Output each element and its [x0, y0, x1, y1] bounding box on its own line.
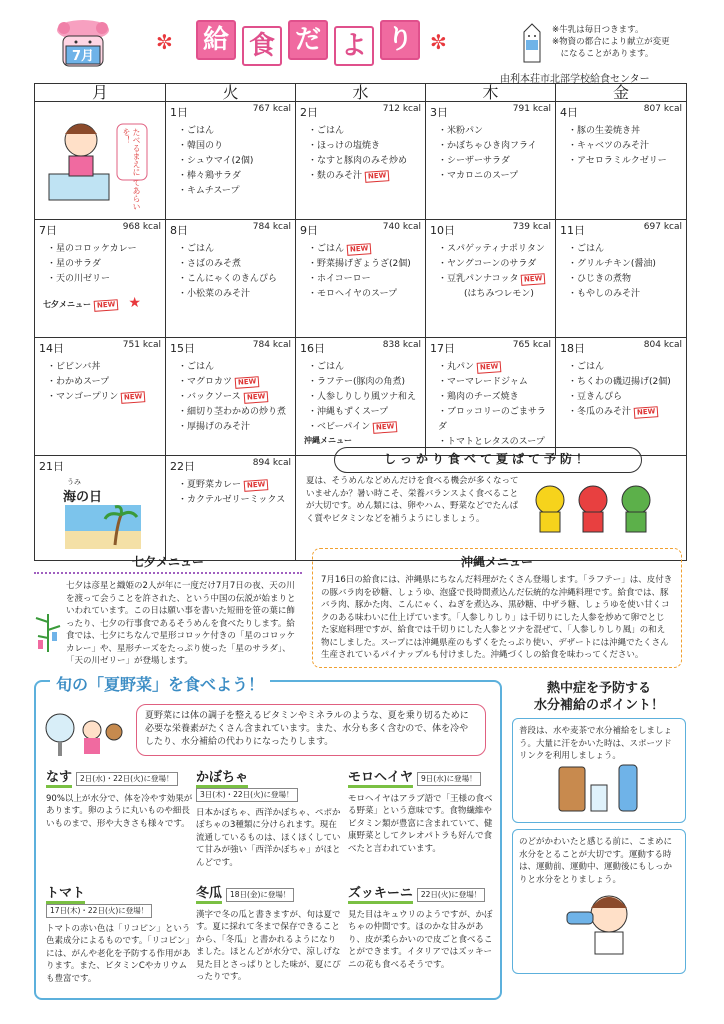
- umi-ruby: うみ: [67, 478, 81, 486]
- menu-item: ・ かぼちゃひき肉フライ: [438, 139, 551, 154]
- vegetable-card: [196, 888, 344, 984]
- tanabata-menu-tag: 七夕メニュー: [43, 300, 91, 309]
- okinawa-menu-tag: 沖縄メニュー: [304, 436, 352, 445]
- day-cell: [166, 102, 296, 220]
- day-date: 8日: [170, 224, 188, 237]
- fan-kids-illustration: [42, 708, 130, 758]
- flower-icon: ✼: [156, 30, 173, 54]
- vegetable-card: [46, 888, 194, 985]
- menu-item: 丸パン: [447, 362, 475, 372]
- summer-vegetables-intro: 夏野菜には体の調子を整えるビタミンやミネラルのような、夏を乗り切るために必要な栄養素がたくさん含まれています。また、水分も多く含むので、体を冷やしたり、水分補給の代わりになったりします。: [136, 704, 486, 756]
- menu-item: ・ ラフテー(豚肉の角煮): [308, 375, 421, 390]
- day-date: 21日: [39, 460, 64, 473]
- hydration-title: 熱中症を予防する: [546, 681, 651, 696]
- menu-item: マグロカツ: [187, 377, 233, 387]
- menu-item: ・ 沖縄もずくスープ: [308, 405, 421, 420]
- day-date: 11日: [560, 224, 585, 237]
- drinks-illustration: [519, 763, 669, 815]
- star-icon: ★: [128, 295, 141, 311]
- tanabata-section: [34, 553, 302, 671]
- menu-item: ・ シュウマイ(2個): [178, 154, 291, 169]
- day-kcal: 894 kcal: [252, 458, 291, 468]
- menu-item: ・ ごはん: [178, 124, 291, 139]
- menu-item: ・ 天の川ゼリー: [47, 272, 161, 287]
- day-cell: [166, 338, 296, 456]
- menu-item: ・ ごはん: [178, 360, 291, 375]
- menu-item: ・ 星のサラダ: [47, 257, 161, 272]
- okinawa-section: [312, 548, 682, 668]
- handwashing-illustration: [39, 104, 159, 208]
- natsubate-text: 夏は、そうめんなどめんだけを食べる機会が多くなっていませんか？暑い時こそ、栄養バランスよく食べることが大切です。めん類には、卵やハム、野菜などでたんぱく質やビタミンなどを補うようにしましょう。: [306, 476, 519, 524]
- vegetable-dates: 18日(金)に登場！: [226, 888, 294, 902]
- mascot-illustration: [48, 16, 118, 82]
- day-cell: [35, 220, 166, 338]
- day-date: 22日: [170, 460, 195, 473]
- title-char: よ: [334, 26, 374, 66]
- menu-item: 豆乳パンナコッタ: [447, 274, 519, 284]
- note-line: ※牛乳は毎日つきます。: [552, 25, 644, 35]
- title-char: 給: [196, 20, 236, 60]
- menu-item: ・ グリルチキン(醤油): [568, 257, 682, 272]
- hydration-text: のどがかわいたと感じる前に、こまめに水分をとることが大切です。運動する時は、運動前、運動中、運動後にもしっかりと水分をとりましょう。: [519, 837, 673, 885]
- day-kcal: 697 kcal: [643, 222, 682, 232]
- day-kcal: 767 kcal: [252, 104, 291, 114]
- day-kcal: 791 kcal: [512, 104, 551, 114]
- tanabata-text: 七夕は彦星と織姫の2人が年に一度だけ7月7日の夜、天の川を渡って会うことを許された、という中国の伝説が始まりといわれています。この日は願い事を書いた短冊を笹の葉に飾ったり、七夕の行事食であるそうめんを食べたりします。給食では、七夕にちなんで星形コロッケ付きの「星のコロッケカレー」や、星形チーズをたっぷり使った「星のサラダ」、「天の川ゼリー」が登場します。: [66, 581, 296, 666]
- new-badge: NEW: [634, 406, 659, 419]
- vegetable-card: [196, 772, 344, 869]
- day-cell: [556, 338, 687, 456]
- new-badge: NEW: [121, 391, 146, 404]
- menu-item: ・ ほっけの塩焼き: [308, 139, 421, 154]
- day-date: 15日: [170, 342, 195, 355]
- menu-item: ベビーパイン: [317, 422, 371, 432]
- menu-item: ・ ごはん: [308, 124, 421, 139]
- day-kcal: 807 kcal: [643, 104, 682, 114]
- day-cell: [426, 102, 556, 220]
- day-cell: [426, 220, 556, 338]
- day-kcal: 765 kcal: [512, 340, 551, 350]
- day-kcal: 751 kcal: [122, 340, 161, 350]
- vegetable-name: 冬瓜: [196, 888, 222, 904]
- new-badge: NEW: [477, 361, 502, 374]
- bamboo-icon: [34, 612, 62, 652]
- day-date: 9日: [300, 224, 318, 237]
- day-cell: [426, 338, 556, 456]
- hydration-title: 水分補給のポイント！: [533, 698, 664, 713]
- new-badge: NEW: [94, 299, 119, 312]
- new-badge: NEW: [235, 376, 260, 389]
- menu-item: ・ こんにゃくのきんぴら: [178, 272, 291, 287]
- menu-item: ・ マーマレードジャム: [438, 375, 551, 390]
- summer-vegetables-title: 旬の「夏野菜」を食べよう！: [50, 672, 270, 695]
- menu-item: ・ 豚の生姜焼き丼: [568, 124, 682, 139]
- day-date: 2日: [300, 106, 318, 119]
- menu-item: ・ キャベツのみそ汁: [568, 139, 682, 154]
- page-title: [156, 20, 460, 66]
- vegetable-name: ズッキーニ: [348, 888, 413, 904]
- day-cell: [166, 220, 296, 338]
- menu-item: バックソース: [187, 392, 241, 402]
- weekday-header: 火: [166, 84, 296, 102]
- menu-item: ・ ごはん: [568, 360, 682, 375]
- day-date: 18日: [560, 342, 585, 355]
- title-char: り: [380, 20, 420, 60]
- okinawa-text: 7月16日の給食には、沖縄県にちなんだ料理がたくさん登場します。「ラフテー」は、皮付きの豚バラ肉を砂糖、しょうゆ、泡盛で長時間煮込んだ伝統的な沖縄料理です。給食では、豚バラ肉、豚かた肉、こんにゃく、ねぎを煮込み、黒砂糖、中ザラ糖、しょうゆを使い甘くコクのある味わいに仕上げています。「人参しりしり」は千切りにした人参を炒めて卵でとじた家庭料理ですが、給食では千切りにした人参とツナを混ぜて、「人参しりしり風」の和え物にしました。スープには沖縄県産のもずくをたっぷり使い、デザートには沖縄でたくさん生産されているパイナップルも付けました。沖縄づくしの給食を味わってください。: [321, 575, 673, 660]
- day-cell: [296, 102, 426, 220]
- day-date: 16日: [300, 342, 325, 355]
- weekday-header: 木: [426, 84, 556, 102]
- day-cell: [35, 456, 166, 561]
- tanabata-heading: 七夕メニュー: [34, 553, 302, 574]
- vegetable-dates: 9日(水)に登場！: [417, 772, 481, 786]
- menu-item: 冬瓜のみそ汁: [577, 407, 632, 417]
- vegetable-dates: 2日(水)・22日(火)に登場！: [76, 772, 178, 786]
- day-date: 4日: [560, 106, 578, 119]
- note-line: になることがあります。: [552, 49, 654, 59]
- menu-item: ・ トマトとレタスのスープ: [438, 435, 551, 450]
- menu-item: マンゴープリン: [56, 392, 119, 402]
- hydration-box: [512, 718, 686, 823]
- hydration-section: [512, 680, 686, 1000]
- vegetable-text: モロヘイヤはアラブ語で「王様の食べる野菜」という意味です。食物繊維やビタミン類が豊富に含まれていて、健康野菜としてクレオパトラも好んで食べたと言われています。: [348, 793, 493, 854]
- vegetable-text: 日本かぼちゃ、西洋かぼちゃ、ペポかぼちゃの3種類に分けられます。現在流通しているものは、ほくほくしていて甘みが強い「西洋かぼちゃ」がほとんどです。: [196, 807, 341, 868]
- menu-item: ・ さばのみそ煮: [178, 257, 291, 272]
- menu-item: ・ 人参しりしり風ツナ和え: [308, 390, 421, 405]
- center-name: 由利本荘市北部学校給食センター: [500, 74, 650, 85]
- title-char: だ: [288, 20, 328, 60]
- summer-vegetables-section: [34, 675, 502, 1000]
- new-badge: NEW: [244, 479, 269, 492]
- menu-item: ・ 野菜揚げぎょうざ(2個): [308, 257, 421, 272]
- menu-item: ・ 豆きんぴら: [568, 390, 682, 405]
- day-kcal: 968 kcal: [122, 222, 161, 232]
- new-badge: NEW: [365, 170, 390, 183]
- menu-item: ・ 星のコロッケカレー: [47, 242, 161, 257]
- okinawa-heading: 沖縄メニュー: [460, 555, 533, 569]
- natsubate-banner: しっかり食べて夏ばて予防！: [334, 447, 642, 473]
- note-line: ※物資の都合により献立が変更: [552, 37, 670, 47]
- menu-item: ・ マカロニのスープ: [438, 169, 551, 184]
- menu-item: ・ 米粉パン: [438, 124, 551, 139]
- day-cell: [556, 220, 687, 338]
- drinking-girl-illustration: [519, 886, 669, 956]
- day-kcal: 784 kcal: [252, 222, 291, 232]
- day-kcal: 784 kcal: [252, 340, 291, 350]
- day-date: 7日: [39, 224, 57, 237]
- vegetable-name: なす: [46, 772, 72, 788]
- vegetable-card: [348, 772, 496, 855]
- day-kcal: 838 kcal: [382, 340, 421, 350]
- vegetable-dates: 3日(木)・22日(火)に登場！: [196, 788, 298, 802]
- day-cell: [166, 456, 296, 561]
- menu-item: ・ 韓国のり: [178, 139, 291, 154]
- vegetable-text: 漢字で冬の瓜と書きますが、旬は夏です。夏に採れて冬まで保存できることから、「冬瓜」と書かれるようになりました。ほとんどが水分で、涼しげな見た目とさっぱりとした味が、夏にぴったりです。: [196, 909, 341, 982]
- vegetable-dates: 22日(火)に登場！: [417, 888, 485, 902]
- day-date: 14日: [39, 342, 64, 355]
- day-kcal: 740 kcal: [382, 222, 421, 232]
- menu-item: ・ ビビンバ丼: [47, 360, 161, 375]
- vegetable-card: [348, 888, 496, 971]
- hydration-text: 普段は、水や麦茶で水分補給をしましょう。大量に汗をかいた時は、スポーツドリンクを利用しましょう。: [519, 726, 673, 761]
- weekday-header: 金: [556, 84, 687, 102]
- new-badge: NEW: [347, 243, 372, 256]
- handwash-bubble: たべるまえに てあらいを！: [122, 128, 141, 211]
- menu-item: ・ 厚揚げのみそ汁: [178, 420, 291, 435]
- weekday-header: 月: [35, 84, 166, 102]
- day-date: 1日: [170, 106, 188, 119]
- weekday-header: 水: [296, 84, 426, 102]
- day-date: 17日: [430, 342, 455, 355]
- holiday-label: 海の日: [63, 490, 103, 505]
- day-cell: [296, 338, 426, 456]
- menu-item: ・ ひじきの煮物: [568, 272, 682, 287]
- new-badge: NEW: [243, 391, 268, 404]
- menu-item: ・ わかめスープ: [47, 375, 161, 390]
- day-date: 10日: [430, 224, 455, 237]
- menu-item: ・ ヤングコーンのサラダ: [438, 257, 551, 272]
- beach-illustration: [65, 505, 141, 549]
- menu-item: ・ キムチスープ: [178, 184, 291, 199]
- new-badge: NEW: [521, 273, 546, 286]
- menu-item: ・ ごはん: [308, 360, 421, 375]
- menu-item: ・ スパゲッティナポリタン: [438, 242, 551, 257]
- month-badge: 7月: [71, 49, 95, 64]
- menu-item: ・ 棒々鶏サラダ: [178, 169, 291, 184]
- day-cell-empty: [35, 102, 166, 220]
- vegetable-text: 90%以上が水分で、体を冷やす効果があります。卵のように丸いものや細長いものまで、形や大きさも様々です。: [46, 793, 193, 829]
- menu-item: ・ なすと豚肉のみそ炒め: [308, 154, 421, 169]
- menu-item: ・ ちくわの磯辺揚げ(2個): [568, 375, 682, 390]
- day-date: 3日: [430, 106, 448, 119]
- hydration-box: [512, 829, 686, 974]
- menu-item: ごはん: [317, 244, 345, 254]
- day-cell: [556, 102, 687, 220]
- title-char: 食: [242, 26, 282, 66]
- menu-item: 夏野菜カレー: [187, 480, 242, 490]
- vegetable-name: トマト: [46, 888, 85, 904]
- menu-item: ・ 小松菜のみそ汁: [178, 287, 291, 302]
- vegetable-name: モロヘイヤ: [348, 772, 413, 788]
- menu-item: ・ アセロラミルクゼリー: [568, 154, 682, 169]
- menu-item: 麩のみそ汁: [317, 171, 363, 181]
- vegetable-name: かぼちゃ: [196, 772, 248, 788]
- milk-carton-icon: [520, 22, 544, 64]
- hero-characters-illustration: [528, 478, 658, 538]
- menu-item: ・ カクテルゼリーミックス: [178, 493, 291, 508]
- vegetable-text: 見た目はキュウリのようですが、かぼちゃの仲間です。ほのかな甘みがあり、皮が柔らかいので皮ごと食べることができます。イタリアではズッキーニの花も食べるそうです。: [348, 909, 493, 970]
- header-notes: [552, 24, 670, 60]
- day-kcal: 804 kcal: [643, 340, 682, 350]
- vegetable-text: トマトの赤い色は「リコピン」という色素成分によるものです。「リコピン」には、がんや老化を予防する作用があります。また、ビタミンCやカリウムも豊富です。: [46, 923, 194, 984]
- menu-item: ・ シーザーサラダ: [438, 154, 551, 169]
- day-cell: [35, 338, 166, 456]
- vegetable-dates: 17日(木)・22日(火)に登場！: [46, 904, 152, 918]
- flower-icon: ✼: [430, 30, 447, 54]
- menu-item-sub: (はちみつレモン): [464, 289, 534, 299]
- day-kcal: 712 kcal: [382, 104, 421, 114]
- menu-item: ・ もやしのみそ汁: [568, 287, 682, 302]
- new-badge: NEW: [373, 421, 398, 434]
- menu-item: ・ ブロッコリーのごまサラダ: [438, 405, 551, 435]
- day-kcal: 739 kcal: [512, 222, 551, 232]
- day-cell: [296, 220, 426, 338]
- menu-item: ・ ホイコーロー: [308, 272, 421, 287]
- menu-item: ・ 細切り茎わかめの炒り煮: [178, 405, 291, 420]
- menu-item: ・ ごはん: [178, 242, 291, 257]
- vegetable-card: [46, 772, 194, 830]
- menu-item: ・ モロヘイヤのスープ: [308, 287, 421, 302]
- menu-item: ・ ごはん: [568, 242, 682, 257]
- menu-item: ・ 鶏肉のチーズ焼き: [438, 390, 551, 405]
